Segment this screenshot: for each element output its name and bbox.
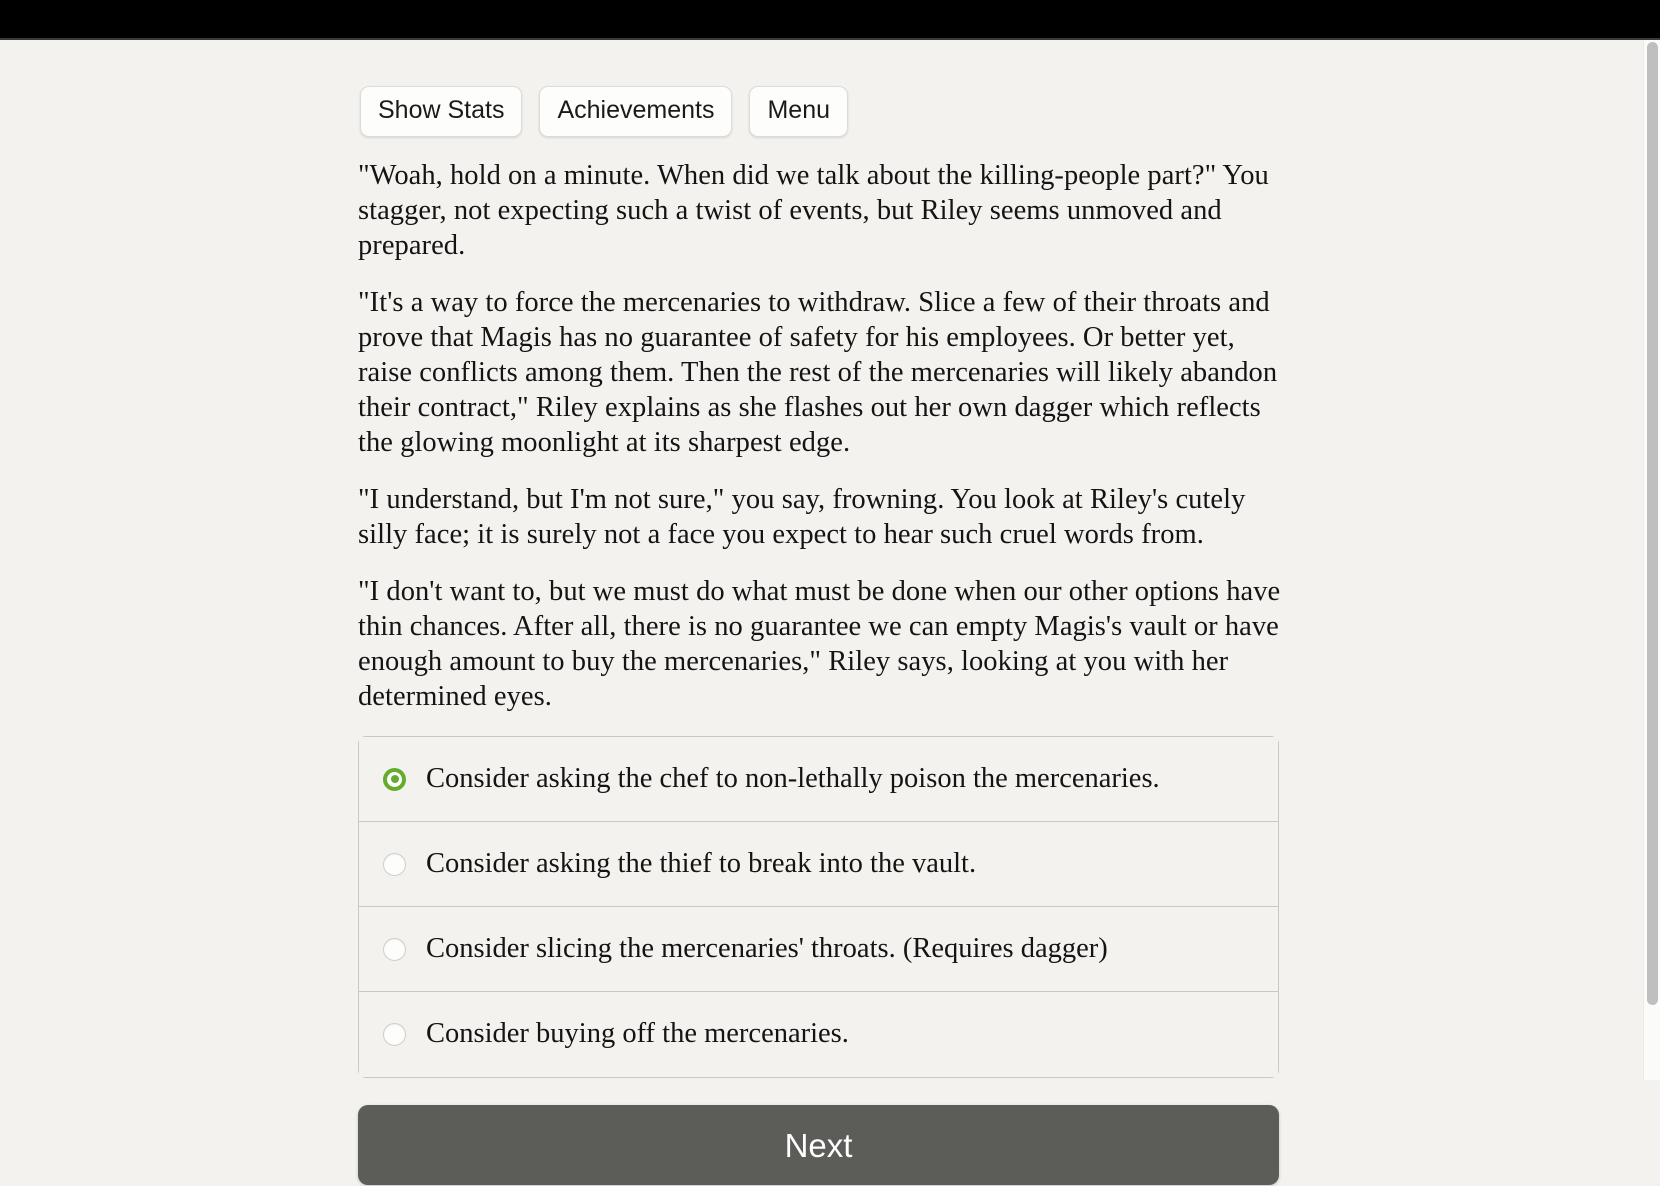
show-stats-button[interactable]: Show Stats	[360, 86, 522, 137]
choice-label: Consider asking the chef to non-lethally poison the mercenaries.	[426, 762, 1160, 794]
choice-label: Consider slicing the mercenaries' throats. (Requires dagger)	[426, 932, 1108, 964]
achievements-button[interactable]: Achievements	[539, 86, 732, 137]
story-paragraph: "I understand, but I'm not sure," you say, frowning. You look at Riley's cutely silly face; it is surely not a face you expect to hear such cruel words from.	[358, 484, 1246, 550]
story-paragraph: "I don't want to, but we must do what must be done when our other options have thin chances. After all, there is no guarantee we can empty Magis's vault or have enough amount to buy the mercenaries," Riley says, looking at you with her determined eyes.	[358, 576, 1281, 712]
radio-button-icon[interactable]	[383, 853, 406, 876]
choice-option[interactable]	[359, 737, 1278, 822]
choice-option[interactable]	[359, 907, 1278, 992]
choice-list	[358, 736, 1279, 1078]
toolbar	[358, 40, 1283, 137]
page-scrollbar[interactable]	[1643, 40, 1660, 1080]
menu-button[interactable]: Menu	[749, 86, 848, 137]
scrollbar-thumb[interactable]	[1647, 42, 1658, 1005]
radio-button-icon[interactable]	[383, 768, 406, 791]
radio-button-icon[interactable]	[383, 1023, 406, 1046]
next-button[interactable]: Next	[358, 1105, 1279, 1185]
browser-chrome-bar	[0, 0, 1660, 38]
story-text	[358, 158, 1283, 714]
choice-label: Consider asking the thief to break into the vault.	[426, 847, 977, 879]
choice-option[interactable]	[359, 992, 1278, 1077]
radio-button-icon[interactable]	[383, 938, 406, 961]
page-viewport	[0, 40, 1660, 1164]
story-paragraph: "It's a way to force the mercenaries to withdraw. Slice a few of their throats and prove that Magis has no guarantee of safety for his employees. Or better yet, raise conflicts among them. Then the rest of the mercenaries will likely abandon their contract," Riley explains as she flashes out her own dagger which reflects the glowing moonlight at its sharpest edge.	[358, 287, 1278, 458]
choice-option[interactable]	[359, 822, 1278, 907]
story-paragraph: "Woah, hold on a minute. When did we talk about the killing-people part?" You stagger, not expecting such a twist of events, but Riley seems unmoved and prepared.	[358, 160, 1269, 261]
content-column	[358, 40, 1283, 1185]
choice-label: Consider buying off the mercenaries.	[426, 1018, 849, 1050]
